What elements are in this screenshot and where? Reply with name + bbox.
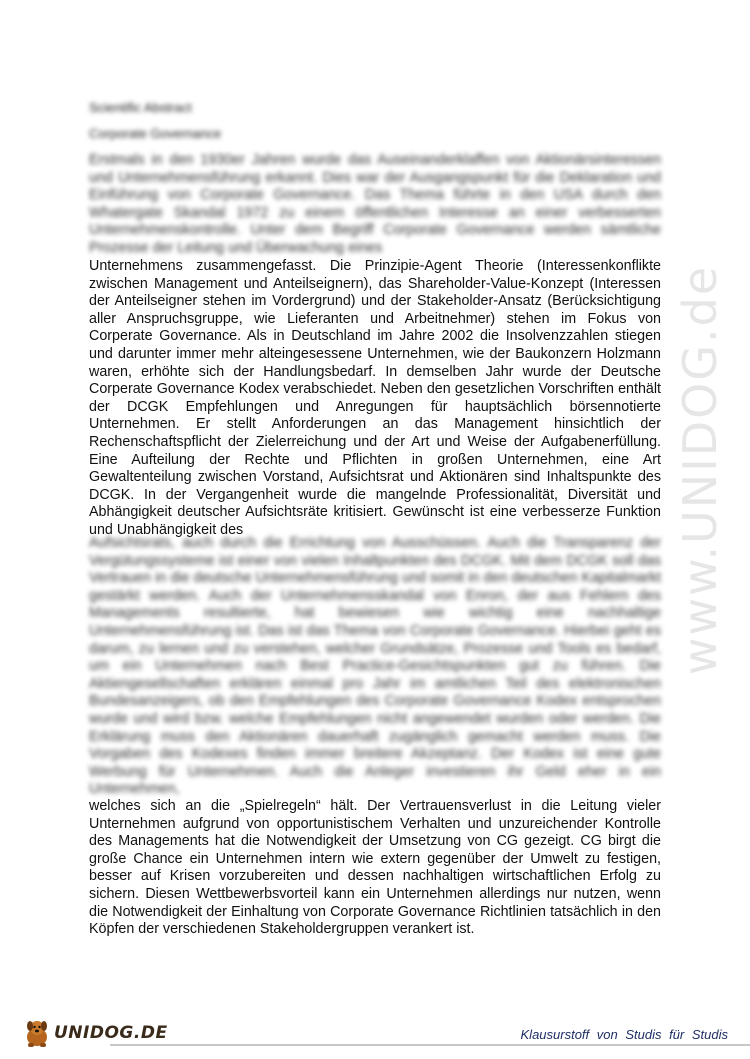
watermark-text: www.UNIDOG.de <box>673 264 727 676</box>
document-heading: Scientific Abstract <box>89 100 192 115</box>
visible-paragraph: Unternehmens zusammengefasst. Die Prinzipie-Agent Theorie (Interessenkonflikte zwischen Management und Anteilseignern), das Shareholder-Value-Konzept (Interessen der Anteilseigner stehen im Vordergrund) und der Stakeholder-Ansatz (Berücksichtigung aller Anspruchsgruppe, wie Lieferanten und Arbeitnehmer) stehen im Fokus von Corperate Governance. Als in Deutschland im Jahre 2002 die Insolvenzzahlen stiegen und darunter immer mehr alteingesessene Unternehmen, wie der Baukonzern Holzmann waren, erhöhte sich der Handlungsbedarf. In demselben Jahr wurde der Deutsche Corperate Governance Kodex verabschiedet. Neben den gesetzlichen Vorschriften enthält der DCGK Empfehlungen und Anregungen für hauptsächlich börsennotierte Unternehmen. Er stellt Anforderungen an das Management hinsichtlich der Rechenschaftspflicht der Zielerreichung und der Art und Weise der Aufgabenerfüllung. Eine Aufteilung der Rechte und Pflichten in großen Unternehmen, eine Art Gewaltenteilung zwischen Vorstand, Aufsichtsrat und Aktionären sind Inhaltspunkte des DCGK. In der Vergangenheit wurde die mangelnde Professionalität, Diversität und Abhängigkeit deutscher Aufsichtsräte kritisiert. Gewünscht ist eine verbesserze Funktion und Unabhängigkeit des <box>89 258 661 538</box>
dog-icon <box>22 1017 52 1049</box>
document-subheading: Corporate Governance <box>89 126 222 141</box>
footer-divider <box>110 1044 750 1046</box>
blurred-paragraph: Aufsichtsrats, auch durch die Errichtung von Ausschüssen. Auch die Transparenz der Vergütungssysteme ist einer von vielen Inhaltpunkten des DCGK. Mit dem DCGK soll das Vertrauen in die deutsche Unternehmensführung und somit in den deutschen Kapitalmarkt gestärkt werden. Auch der Unternehmensskandal von Enron, der aus Fehlern des Managements resultierte, hat bewiesen wie wichtig eine nachhaltige Unternehmensführung ist. Das ist das Thema von Corporate Governance. Hierbei geht es darum, zu lernen und zu verstehen, welcher Grundsätze, Prozesse und Tools es bedarf, um ein Unternehmen nach Best Practice-Gesichtspunkten gut zu führen. Die Aktiengesellschaften erklären einmal pro Jahr im amtlichen Teil des elektronischen Bundesanzeigers, ob den Empfehlungen des Corporate Governance Kodex entsprochen wurde und wird bzw. welche Empfehlungen nicht angewendet wurden oder werden. Die Erklärung muss den Aktionären dauerhaft zugänglich gemacht werden muss. Die Vorgaben des Kodexes finden immer breitere Akzeptanz. Der Kodex ist eine gute Werbung für Unternehmen. Auch die Anleger investieren ihr Geld eher in ein Unternehmen, <box>89 535 661 798</box>
footer-tagline: Klausurstoff von Studis für Studis <box>520 1027 728 1042</box>
unidog-logo[interactable] <box>22 1015 168 1051</box>
logo-text: UNIDOG.DE <box>54 1023 168 1043</box>
visible-paragraph: welches sich an die „Spielregeln“ hält. Der Vertrauensverlust in die Leitung vieler Unternehmen aufgrund von opportunistischem Verhalten und unzureichender Kontrolle des Managements hat die Notwendigkeit der Umsetzung von CG gezeigt. CG birgt die große Chance ein Unternehmen intern wie extern gegenüber der Umwelt zu festigen, besser auf Krisen vorzubereiten und dessen nachhaltigen wirtschaftlichen Erfolg zu sichern. Diesen Wettbewerbsvorteil kann ein Unternehmen allerdings nur nutzen, wenn die Notwendigkeit der Einhaltung von Corporate Governance Richtlinien tatsächlich in den Köpfen der verschiedenen Stakeholdergruppen verankert ist. <box>89 798 661 938</box>
blurred-paragraph: Erstmals in den 1930er Jahren wurde das Auseinanderklaffen von Aktionärsinteressen und Unternehmensführung erkannt. Dies war der Ausgangspunkt für die Deklaration und Einführung von Corporate Governance. Das Thema führte in den USA durch den Whatergate Skandal 1972 zu einem öffentlichen Interesse an einer verbesserten Unternehmenskontrolle. Unter dem Begriff Corporate Governance werden sämtliche Prozesse der Leitung und Überwachung eines <box>89 152 661 256</box>
